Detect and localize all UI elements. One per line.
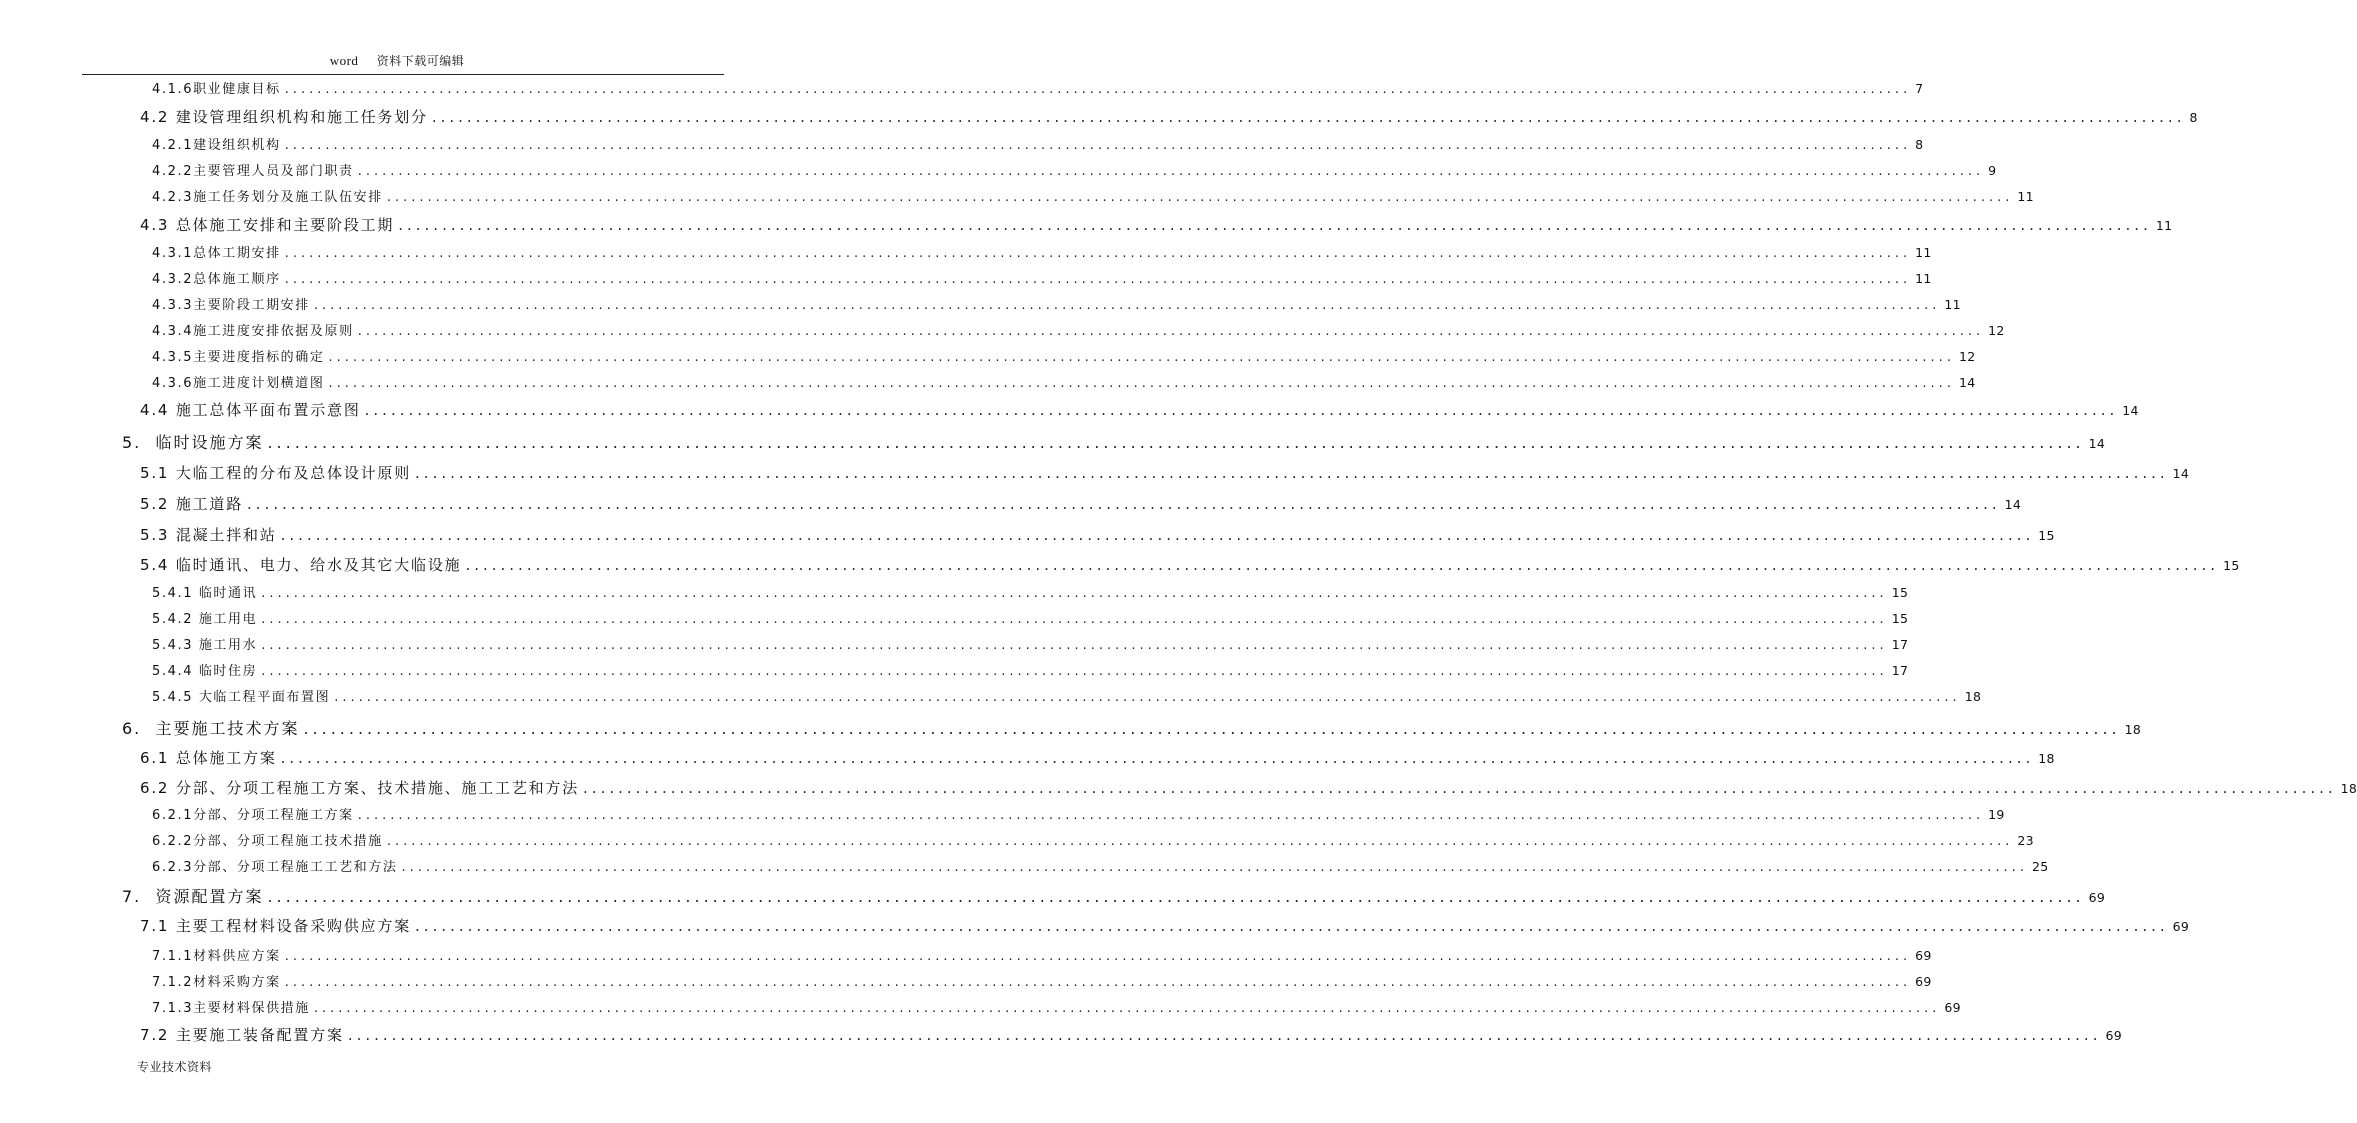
toc-entry-title: 主要施工技术方案 — [155, 719, 300, 738]
header-divider — [82, 74, 724, 75]
toc-entry-number: 5.4.3 — [152, 638, 199, 653]
toc-entry-page-number: 14 — [2004, 497, 2022, 512]
toc-leader-dots: ........................................................................................................................................................................................................ — [261, 612, 1888, 627]
page-footer: 专业技术资料 — [137, 1060, 213, 1074]
toc-entry-page-number: 14 — [2088, 436, 2106, 451]
toc-entry-title: 大临工程的分布及总体设计原则 — [175, 464, 412, 482]
toc-entry[interactable] — [140, 493, 2022, 517]
toc-entry-number: 4.1.6 — [152, 82, 194, 97]
toc-entry-page-number: 15 — [1891, 585, 1909, 600]
toc-entry-title: 主要阶段工期安排 — [193, 298, 310, 313]
toc-entry-number: 4.2.2 — [152, 164, 194, 179]
toc-entry-page-number: 14 — [1958, 375, 1976, 390]
toc-entry[interactable] — [152, 134, 1924, 156]
toc-entry[interactable] — [152, 294, 1961, 316]
toc-entry-title: 施工道路 — [175, 495, 244, 513]
toc-entry[interactable] — [152, 268, 1932, 290]
toc-entry[interactable] — [152, 945, 1932, 967]
toc-leader-dots: ........................................................................................................................................................................................................ — [431, 108, 2186, 126]
toc-entry-number: 6.1 — [140, 749, 176, 767]
toc-leader-dots: ........................................................................................................................................................................................................ — [415, 917, 2169, 935]
toc-entry[interactable] — [140, 524, 2055, 548]
toc-leader-dots: ........................................................................................................................................................................................................ — [303, 719, 2121, 738]
toc-entry-page-number: 69 — [1915, 948, 1932, 963]
toc-entry-title: 建设管理组织机构和施工任务划分 — [175, 108, 428, 126]
toc-entry-number: 4.3.4 — [152, 324, 194, 339]
toc-entry-title: 分部、分项工程施工方案 — [193, 808, 354, 823]
toc-entry-number: 5.2 — [140, 495, 176, 513]
toc-entry-number: 6.2 — [140, 779, 176, 797]
toc-entry-page-number: 12 — [1958, 349, 1976, 364]
toc-entry-number: 4.3.6 — [152, 376, 194, 391]
toc-entry[interactable] — [152, 320, 2005, 342]
toc-leader-dots: ........................................................................................................................................................................................................ — [284, 949, 1912, 964]
toc-entry-page-number: 25 — [2031, 859, 2049, 874]
toc-entry[interactable] — [152, 160, 1997, 182]
toc-entry-page-number: 17 — [1891, 637, 1909, 652]
toc-entry-title: 施工用水 — [198, 638, 258, 653]
toc-entry-page-number: 18 — [2124, 722, 2142, 737]
toc-entry-number: 4.3 — [140, 216, 176, 234]
toc-entry[interactable] — [140, 777, 2357, 801]
toc-entry-page-number: 69 — [2172, 919, 2190, 934]
toc-entry-number: 6.2.2 — [152, 834, 194, 849]
toc-leader-dots: ........................................................................................................................................................................................................ — [313, 1001, 1941, 1016]
toc-leader-dots: ........................................................................................................................................................................................................ — [328, 376, 1955, 391]
toc-leader-dots: ........................................................................................................................................................................................................ — [347, 1026, 2102, 1044]
toc-leader-dots: ........................................................................................................................................................................................................ — [357, 808, 1985, 823]
toc-entry-title: 总体施工方案 — [175, 749, 277, 767]
toc-entry-number: 5.4.5 — [152, 690, 199, 705]
toc-entry-page-number: 14 — [2122, 403, 2139, 418]
toc-entry-page-number: 8 — [2189, 110, 2198, 125]
toc-leader-dots: ........................................................................................................................................................................................................ — [261, 638, 1888, 653]
toc-leader-dots: ........................................................................................................................................................................................................ — [398, 216, 2152, 234]
toc-leader-dots: ........................................................................................................................................................................................................ — [357, 324, 1985, 339]
toc-entry-page-number: 12 — [1988, 323, 2005, 338]
toc-entry-title: 总体工期安排 — [193, 246, 281, 261]
toc-entry[interactable] — [122, 716, 2142, 742]
toc-leader-dots: ........................................................................................................................................................................................................ — [267, 887, 2085, 906]
toc-entry-title: 施工总体平面布置示意图 — [175, 401, 361, 419]
toc-entry[interactable] — [140, 915, 2190, 939]
toc-leader-dots: ........................................................................................................................................................................................................ — [261, 664, 1888, 679]
toc-entry-title: 主要施工装备配置方案 — [175, 1026, 344, 1044]
toc-entry-page-number: 8 — [1915, 137, 1924, 152]
toc-entry[interactable] — [140, 554, 2240, 578]
toc-entry-number: 4.3.1 — [152, 246, 194, 261]
toc-entry-title: 分部、分项工程施工技术措施 — [193, 834, 383, 849]
toc-entry-number: 6.2.3 — [152, 860, 194, 875]
toc-entry-title: 主要工程材料设备采购供应方案 — [175, 917, 412, 935]
toc-entry-number: 4.3.5 — [152, 350, 194, 365]
header-caption: 资料下载可编辑 — [376, 54, 465, 68]
toc-entry-number: 7.1.2 — [152, 975, 194, 990]
toc-entry-title: 临时通讯、电力、给水及其它大临设施 — [175, 556, 462, 574]
toc-entry-title: 职业健康目标 — [193, 82, 281, 97]
toc-entry[interactable] — [152, 971, 1932, 993]
toc-entry-page-number: 18 — [2340, 781, 2357, 796]
toc-entry[interactable] — [152, 856, 2049, 878]
toc-leader-dots: ........................................................................................................................................................................................................ — [465, 556, 2220, 574]
toc-entry-title: 总体施工顺序 — [193, 272, 281, 287]
toc-entry-page-number: 69 — [1915, 974, 1932, 989]
toc-entry-number: 7.1.3 — [152, 1001, 194, 1016]
toc-entry-title: 主要材料保供措施 — [193, 1001, 310, 1016]
toc-entry-number: 6. — [122, 719, 156, 738]
toc-entry[interactable] — [140, 214, 2173, 238]
toc-entry-title: 主要管理人员及部门职责 — [193, 164, 354, 179]
toc-entry-number: 7.1 — [140, 917, 176, 935]
toc-leader-dots: ........................................................................................................................................................................................................ — [583, 779, 2337, 797]
toc-entry-page-number: 18 — [2038, 751, 2055, 766]
toc-leader-dots: ........................................................................................................................................................................................................ — [313, 298, 1941, 313]
toc-entry[interactable] — [152, 186, 2034, 208]
toc-leader-dots: ........................................................................................................................................................................................................ — [261, 586, 1888, 601]
toc-entry-title: 施工任务划分及施工队伍安排 — [193, 190, 383, 205]
toc-entry[interactable] — [122, 430, 2106, 456]
toc-entry[interactable] — [152, 242, 1932, 264]
toc-entry-number: 5.3 — [140, 526, 176, 544]
toc-entry-page-number: 11 — [2155, 218, 2173, 233]
toc-leader-dots: ........................................................................................................................................................................................................ — [364, 401, 2119, 419]
toc-leader-dots: ........................................................................................................................................................................................................ — [284, 82, 1912, 97]
toc-entry-title: 施工用电 — [198, 612, 258, 627]
toc-entry-title: 临时住房 — [198, 664, 258, 679]
toc-entry-title: 临时通讯 — [198, 586, 258, 601]
toc-entry-number: 4.4 — [140, 401, 176, 419]
toc-entry-title: 材料采购方案 — [193, 975, 281, 990]
toc-entry-number: 5. — [122, 433, 156, 452]
toc-entry[interactable] — [152, 660, 1909, 682]
toc-entry-page-number: 11 — [1944, 297, 1961, 312]
toc-entry-page-number: 11 — [1915, 271, 1932, 286]
toc-entry-title: 资源配置方案 — [155, 887, 264, 906]
toc-leader-dots: ........................................................................................................................................................................................................ — [284, 138, 1912, 153]
toc-entry[interactable] — [152, 804, 2005, 826]
toc-entry-page-number: 14 — [2172, 466, 2190, 481]
toc-entry-number: 7. — [122, 887, 156, 906]
header-word: word — [329, 53, 359, 68]
toc-entry[interactable] — [140, 106, 2198, 130]
toc-entry-page-number: 18 — [1964, 689, 1982, 704]
toc-entry-page-number: 11 — [1915, 245, 1932, 260]
toc-leader-dots: ........................................................................................................................................................................................................ — [386, 834, 2014, 849]
toc-entry-page-number: 15 — [2038, 528, 2055, 543]
toc-leader-dots: ........................................................................................................................................................................................................ — [415, 464, 2169, 482]
toc-entry-number: 4.3.3 — [152, 298, 194, 313]
toc-entry-title: 混凝土拌和站 — [175, 526, 277, 544]
toc-entry-page-number: 19 — [1988, 807, 2005, 822]
toc-entry-title: 大临工程平面布置图 — [198, 690, 331, 705]
toc-leader-dots: ........................................................................................................................................................................................................ — [401, 860, 2028, 875]
toc-leader-dots: ........................................................................................................................................................................................................ — [280, 526, 2035, 544]
toc-leader-dots: ........................................................................................................................................................................................................ — [334, 690, 1961, 705]
toc-entry-number: 6.2.1 — [152, 808, 194, 823]
page-header — [0, 52, 794, 69]
toc-leader-dots: ........................................................................................................................................................................................................ — [284, 975, 1912, 990]
toc-entry[interactable] — [140, 399, 2139, 423]
toc-entry-number: 5.4.4 — [152, 664, 199, 679]
toc-entry-page-number: 69 — [2088, 890, 2106, 905]
toc-entry-page-number: 69 — [2105, 1028, 2122, 1043]
toc-entry-page-number: 17 — [1891, 663, 1909, 678]
toc-entry[interactable] — [152, 372, 1976, 394]
toc-entry[interactable] — [122, 884, 2106, 910]
toc-leader-dots: ........................................................................................................................................................................................................ — [284, 272, 1912, 287]
toc-entry-number: 5.4.1 — [152, 586, 199, 601]
toc-entry[interactable] — [140, 747, 2055, 771]
toc-entry-title: 施工进度安排依据及原则 — [193, 324, 354, 339]
toc-leader-dots: ........................................................................................................................................................................................................ — [284, 246, 1912, 261]
toc-entry-page-number: 7 — [1915, 81, 1924, 96]
toc-entry-number: 5.1 — [140, 464, 176, 482]
toc-entry-page-number: 15 — [2223, 558, 2240, 573]
toc-entry-number: 7.1.1 — [152, 949, 194, 964]
toc-entry[interactable] — [140, 1024, 2122, 1048]
toc-entry-number: 4.2.1 — [152, 138, 194, 153]
toc-entry[interactable] — [152, 830, 2034, 852]
toc-entry[interactable] — [152, 582, 1909, 604]
toc-entry[interactable] — [152, 634, 1909, 656]
toc-entry-title: 临时设施方案 — [155, 433, 264, 452]
toc-entry-number: 4.2.3 — [152, 190, 194, 205]
toc-entry-title: 分部、分项工程施工工艺和方法 — [193, 860, 398, 875]
toc-entry[interactable] — [152, 346, 1976, 368]
toc-entry-page-number: 15 — [1891, 611, 1909, 626]
toc-leader-dots: ........................................................................................................................................................................................................ — [328, 350, 1955, 365]
toc-entry[interactable] — [152, 997, 1961, 1019]
toc-entry-title: 建设组织机构 — [193, 138, 281, 153]
toc-entry-number: 4.3.2 — [152, 272, 194, 287]
toc-leader-dots: ........................................................................................................................................................................................................ — [357, 164, 1985, 179]
toc-entry-number: 5.4.2 — [152, 612, 199, 627]
toc-entry-number: 7.2 — [140, 1026, 176, 1044]
toc-entry-page-number: 9 — [1988, 163, 1997, 178]
toc-entry-page-number: 23 — [2017, 833, 2034, 848]
toc-entry-page-number: 69 — [1944, 1000, 1961, 1015]
toc-entry[interactable] — [152, 686, 1982, 708]
toc-entry[interactable] — [152, 608, 1909, 630]
toc-leader-dots: ........................................................................................................................................................................................................ — [267, 433, 2085, 452]
toc-entry-title: 施工进度计划横道图 — [193, 376, 325, 391]
toc-entry[interactable] — [140, 462, 2190, 486]
toc-leader-dots: ........................................................................................................................................................................................................ — [280, 749, 2035, 767]
toc-entry[interactable] — [152, 78, 1924, 100]
toc-entry-title: 总体施工安排和主要阶段工期 — [175, 216, 395, 234]
toc-leader-dots: ........................................................................................................................................................................................................ — [247, 495, 2001, 513]
toc-entry-page-number: 11 — [2017, 189, 2034, 204]
toc-entry-title: 主要进度指标的确定 — [193, 350, 325, 365]
toc-leader-dots: ........................................................................................................................................................................................................ — [386, 190, 2014, 205]
toc-entry-number: 4.2 — [140, 108, 176, 126]
toc-entry-title: 分部、分项工程施工方案、技术措施、施工工艺和方法 — [175, 779, 580, 797]
toc-entry-title: 材料供应方案 — [193, 949, 281, 964]
toc-entry-number: 5.4 — [140, 556, 176, 574]
